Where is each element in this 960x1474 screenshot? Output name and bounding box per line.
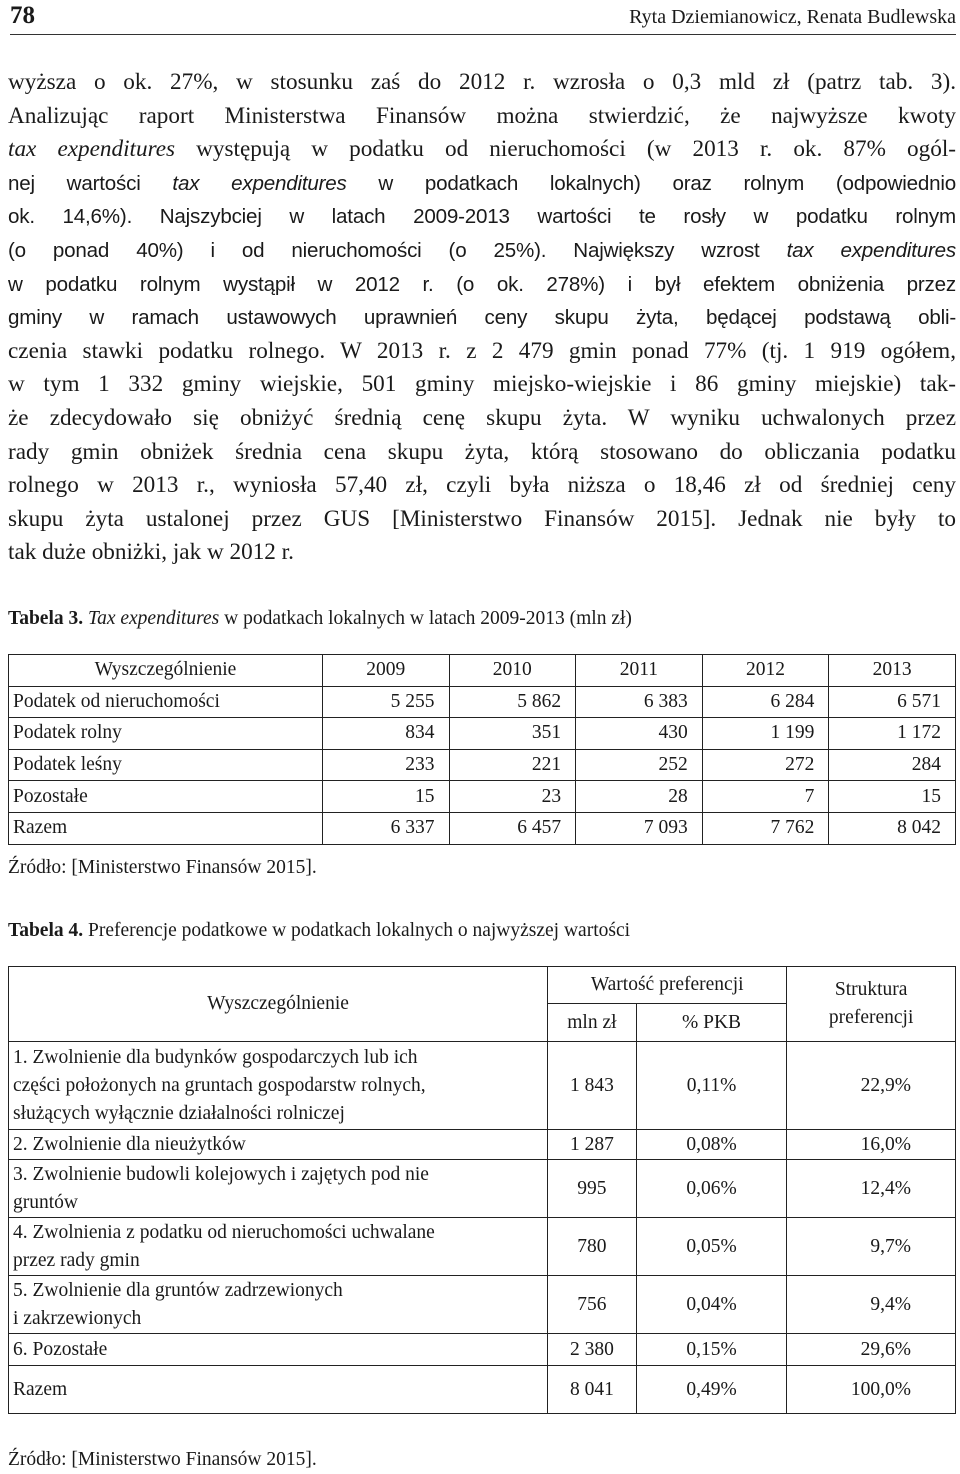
table3-header-cell: 2013 xyxy=(829,655,956,687)
table4-row xyxy=(9,1276,956,1334)
table4-row-label xyxy=(9,1276,548,1334)
table4-row-label xyxy=(9,1130,548,1160)
table4-header-mln: mln zł xyxy=(548,1004,637,1042)
table4-row xyxy=(9,1334,956,1366)
table3-header-cell: 2009 xyxy=(322,655,449,687)
body-line: ok. 14,6%). Najszybciej w latach 2009-2013 wartości te rosły w podatku rolnym xyxy=(8,205,956,229)
table4-cell-str: 16,0% xyxy=(787,1130,956,1160)
table4-row xyxy=(9,1160,956,1218)
table3-cell: 6 284 xyxy=(702,686,829,718)
table3-cell: 834 xyxy=(322,718,449,750)
table3-row-label: Podatek leśny xyxy=(9,749,323,781)
body-line: tak duże obniżki, jak w 2012 r. xyxy=(8,539,294,566)
table3-cell: 7 xyxy=(702,781,829,813)
body-line: w podatku rolnym wystąpił w 2012 r. (o ok. 278%) i był efektem obniżenia przez xyxy=(8,272,956,296)
table4-row-label xyxy=(9,1160,548,1218)
table3-caption-italic: Tax expenditures xyxy=(88,608,220,629)
table4-header-pkb: % PKB xyxy=(636,1004,787,1042)
table4-cell-pkb: 0,05% xyxy=(636,1218,787,1276)
table3-row xyxy=(9,718,956,750)
table3-row-label: Razem xyxy=(9,812,323,844)
table3-row-label: Pozostałe xyxy=(9,781,323,813)
body-line: rolnego w 2013 r., wyniosła 57,40 zł, czyli była niższa o 18,46 zł od średniej ceny xyxy=(8,472,956,499)
table4-cell-str: 12,4% xyxy=(787,1160,956,1218)
table3-cell: 8 042 xyxy=(829,812,956,844)
table3-header-row xyxy=(9,655,956,687)
table3-cell: 7 093 xyxy=(576,812,703,844)
table4-header-struct-line1: Struktura xyxy=(834,979,908,1000)
table4-header-row-1 xyxy=(9,967,956,1004)
table4-cell-str: 100,0% xyxy=(787,1366,956,1414)
italic-term: tax expenditures xyxy=(8,136,176,163)
table4-cell-pkb: 0,49% xyxy=(636,1366,787,1414)
table3-cell: 23 xyxy=(449,781,576,813)
table4-row xyxy=(9,1366,956,1414)
body-line: tax expenditures występują w podatku od nieruchomości (w 2013 r. ok. 87% ogól- xyxy=(8,136,956,163)
italic-term: tax expenditures xyxy=(786,238,956,262)
table3-row xyxy=(9,781,956,813)
table4-cell-mln: 995 xyxy=(548,1160,637,1218)
table4-cell-pkb: 0,15% xyxy=(636,1334,787,1366)
table4-row-label-line: 3. Zwolnienie budowli kolejowych i zajętych pod nie xyxy=(13,1163,429,1185)
body-line: skupu żyta ustalonej przez GUS [Ministerstwo Finansów 2015]. Jednak nie były to xyxy=(8,505,956,532)
body-line: Analizując raport Ministerstwa Finansów można stwierdzić, że najwyższe kwoty xyxy=(8,102,956,129)
table3-cell: 272 xyxy=(702,749,829,781)
body-paragraph xyxy=(8,66,956,570)
table3-cell: 1 199 xyxy=(702,718,829,750)
table3-cell: 6 383 xyxy=(576,686,703,718)
table3-row-label: Podatek rolny xyxy=(9,718,323,750)
table3-row xyxy=(9,686,956,718)
table3-cell: 6 337 xyxy=(322,812,449,844)
table3 xyxy=(8,654,956,845)
running-head-authors: Ryta Dziemianowicz, Renata Budlewska xyxy=(629,6,956,28)
table4-row-label-line: przez rady gmin xyxy=(13,1249,140,1271)
body-line: że zdecydowało się obniżyć średnią cenę skupu żyta. W wyniku uchwalonych przez xyxy=(8,404,956,431)
table4-caption-text: Preferencje podatkowe w podatkach lokalnych o najwyższej wartości xyxy=(83,920,631,941)
table4-cell-pkb: 0,06% xyxy=(636,1160,787,1218)
table4-row-label-line: 4. Zwolnienia z podatku od nieruchomości uchwalane xyxy=(13,1221,435,1243)
table3-cell: 6 571 xyxy=(829,686,956,718)
table3-header-cell: 2012 xyxy=(702,655,829,687)
table4-cell-pkb: 0,11% xyxy=(636,1042,787,1130)
table4-row-label-line: 5. Zwolnienie dla gruntów zadrzewionych xyxy=(13,1279,343,1301)
table4-cell-str: 29,6% xyxy=(787,1334,956,1366)
table4-row xyxy=(9,1042,956,1130)
table3-cell: 233 xyxy=(322,749,449,781)
table3-cell: 221 xyxy=(449,749,576,781)
table4-row-label-line: gruntów xyxy=(13,1191,78,1213)
table3-cell: 28 xyxy=(576,781,703,813)
table3-cell: 430 xyxy=(576,718,703,750)
table4-row-label xyxy=(9,1218,548,1276)
table4-cell-mln: 1 843 xyxy=(548,1042,637,1130)
table3-cell: 252 xyxy=(576,749,703,781)
page-header xyxy=(10,0,956,35)
table4-cell-mln: 8 041 xyxy=(548,1366,637,1414)
body-line: wyższa o ok. 27%, w stosunku zaś do 2012 r. wzrosła o 0,3 mld zł (patrz tab. 3). xyxy=(8,69,956,95)
table3-header-cell: 2010 xyxy=(449,655,576,687)
table4-row-label-line: służących wyłącznie działalności rolniczej xyxy=(13,1102,345,1124)
table3-caption-label: Tabela 3. xyxy=(8,608,84,629)
page-number: 78 xyxy=(10,2,35,29)
table4-row-label-line: Razem xyxy=(13,1378,68,1400)
body-line: rady gmin obniżek średnia cena skupu żyta, którą stosowano do obliczania podatku xyxy=(8,438,956,465)
table4-cell-pkb: 0,04% xyxy=(636,1276,787,1334)
table4-row-label xyxy=(9,1334,548,1366)
table3-cell: 7 762 xyxy=(702,812,829,844)
table4-header-struct-line2: preferencji xyxy=(828,1007,914,1028)
body-line: czenia stawki podatku rolnego. W 2013 r. z 2 479 gmin ponad 77% (tj. 1 919 ogółem, xyxy=(8,337,956,364)
table4-source: Źródło: [Ministerstwo Finansów 2015]. xyxy=(8,1449,317,1470)
table4-cell-str: 9,4% xyxy=(787,1276,956,1334)
table3-row-label: Podatek od nieruchomości xyxy=(9,686,323,718)
table4 xyxy=(8,966,956,1414)
body-line: (o ponad 40%) i od nieruchomości (o 25%). Największy wzrost tax expenditures xyxy=(8,238,956,262)
table3-cell: 5 255 xyxy=(322,686,449,718)
table3-cell: 15 xyxy=(322,781,449,813)
table4-row xyxy=(9,1130,956,1160)
table4-header-value: Wartość preferencji xyxy=(548,967,787,1004)
table4-cell-mln: 1 287 xyxy=(548,1130,637,1160)
table3-caption xyxy=(8,608,632,630)
table4-row-label-line: części położonych na gruntach gospodarstw rolnych, xyxy=(13,1074,426,1096)
table4-header-struct xyxy=(787,967,956,1042)
table3-cell: 351 xyxy=(449,718,576,750)
table4-row-label-line: i zakrzewionych xyxy=(13,1307,142,1329)
table4-caption xyxy=(8,920,630,942)
table4-cell-pkb: 0,08% xyxy=(636,1130,787,1160)
table4-row-label-line: 1. Zwolnienie dla budynków gospodarczych lub ich xyxy=(13,1046,418,1068)
table3-cell: 1 172 xyxy=(829,718,956,750)
table3-source: Źródło: [Ministerstwo Finansów 2015]. xyxy=(8,857,317,878)
table3-caption-text: w podatkach lokalnych w latach 2009-2013 (mln zł) xyxy=(219,608,632,629)
table4-cell-mln: 780 xyxy=(548,1218,637,1276)
table3-cell: 284 xyxy=(829,749,956,781)
table3-cell: 5 862 xyxy=(449,686,576,718)
table4-cell-mln: 2 380 xyxy=(548,1334,637,1366)
table3-header-cell: Wyszczególnienie xyxy=(9,655,323,687)
table3-row xyxy=(9,749,956,781)
table3-cell: 6 457 xyxy=(449,812,576,844)
table4-cell-mln: 756 xyxy=(548,1276,637,1334)
table4-row-label xyxy=(9,1366,548,1414)
italic-term: tax expenditures xyxy=(172,171,347,195)
body-line: gminy w ramach ustawowych uprawnień ceny skupu żyta, będącej podstawą obli- xyxy=(8,306,956,330)
table4-caption-label: Tabela 4. xyxy=(8,920,84,941)
body-line: w tym 1 332 gminy wiejskie, 501 gminy miejsko-wiejskie i 86 gminy miejskie) tak- xyxy=(8,371,956,398)
body-line: nej wartości tax expenditures w podatkach lokalnych) oraz rolnym (odpowiednio xyxy=(8,171,956,195)
table4-row xyxy=(9,1218,956,1276)
table3-cell: 15 xyxy=(829,781,956,813)
table3-row xyxy=(9,812,956,844)
table4-cell-str: 9,7% xyxy=(787,1218,956,1276)
table4-row-label xyxy=(9,1042,548,1130)
table3-header-cell: 2011 xyxy=(576,655,703,687)
table4-header-desc: Wyszczególnienie xyxy=(9,967,548,1042)
table4-row-label-line: 6. Pozostałe xyxy=(13,1338,108,1360)
table4-row-label-line: 2. Zwolnienie dla nieużytków xyxy=(13,1133,246,1155)
table4-cell-str: 22,9% xyxy=(787,1042,956,1130)
